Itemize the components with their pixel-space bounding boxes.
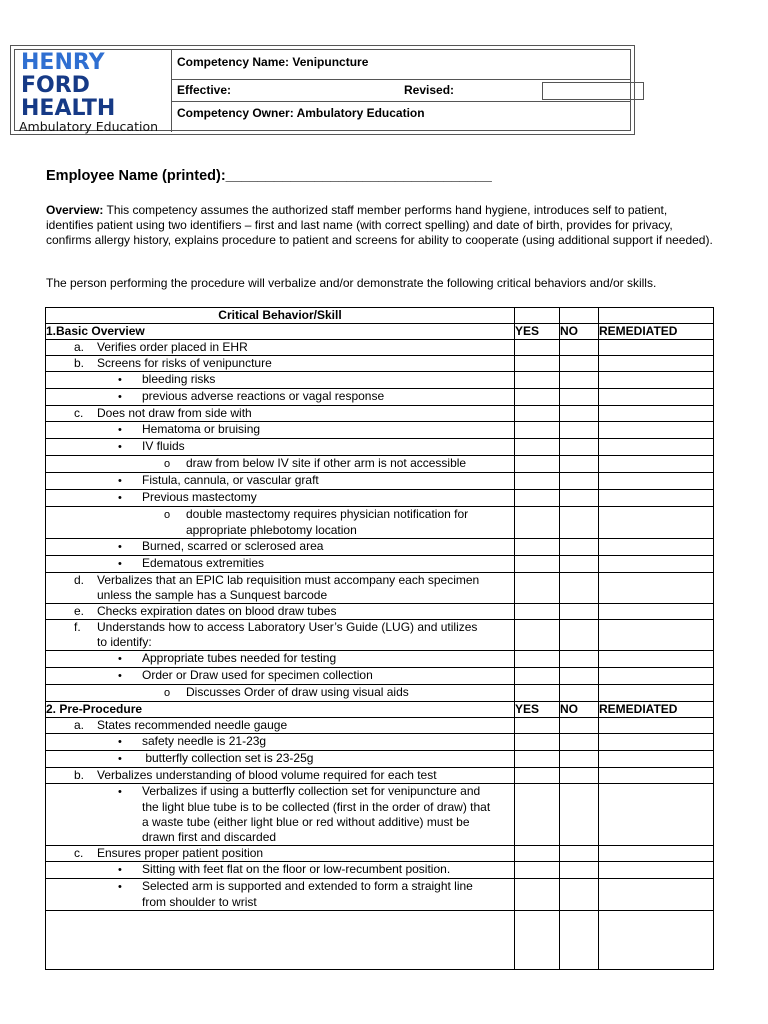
remediated-checkbox-cell[interactable] — [599, 768, 714, 784]
checklist-row — [46, 406, 714, 422]
list-marker: e. — [74, 604, 85, 618]
checklist-row — [46, 372, 714, 389]
checklist-item — [46, 784, 515, 846]
blank-filler-row — [46, 911, 714, 970]
remediated-checkbox-cell[interactable] — [599, 620, 714, 651]
blank-checkbox-cell[interactable] — [599, 911, 714, 970]
remediated-column-header: REMEDIATED — [599, 702, 714, 718]
checklist-item — [46, 406, 515, 422]
section-header-row — [46, 702, 714, 718]
list-marker: a. — [74, 718, 85, 732]
checklist-text: Verifies order placed in EHR — [97, 340, 248, 354]
yes-checkbox-cell[interactable] — [515, 846, 560, 862]
empty-header-cell — [599, 308, 714, 324]
yes-checkbox-cell[interactable] — [515, 751, 560, 768]
checklist-line — [46, 556, 514, 572]
logo-line-3: HEALTH — [21, 96, 116, 121]
checklist-row — [46, 620, 714, 651]
checklist-line — [46, 389, 514, 405]
section-title: 2. Pre-Procedure — [46, 702, 515, 718]
checklist-line — [46, 862, 514, 878]
checklist-text: Sitting with feet flat on the floor or low-recumbent position. — [142, 862, 451, 876]
yes-checkbox-cell[interactable] — [515, 734, 560, 751]
list-marker: f. — [74, 620, 81, 634]
employee-name-label: Employee Name (printed):_________________________________ — [46, 168, 492, 184]
henry-ford-health-logo — [15, 50, 172, 132]
list-marker: • — [118, 475, 122, 487]
checklist-text: appropriate phlebotomy location — [186, 523, 357, 537]
list-marker: • — [118, 864, 122, 876]
checklist-text: Verbalizes that an EPIC lab requisition must accompany each specimen — [97, 573, 480, 587]
checklist-text: to identify: — [97, 635, 152, 649]
no-checkbox-cell[interactable] — [560, 422, 599, 439]
checklist-line — [46, 620, 514, 635]
checklist-line — [46, 685, 514, 701]
logo-subtitle: Ambulatory Education — [19, 119, 159, 134]
checklist-line — [46, 784, 514, 800]
checklist-row — [46, 439, 714, 456]
checklist-text: Screens for risks of venipuncture — [97, 356, 272, 370]
remediated-checkbox-cell[interactable] — [599, 372, 714, 389]
checklist-line — [46, 588, 514, 603]
checklist-line — [46, 800, 514, 815]
checklist-line — [46, 734, 514, 750]
checklist-item — [46, 846, 515, 862]
no-column-header: NO — [560, 702, 599, 718]
blank-filler-cell — [46, 911, 515, 970]
intro-paragraph: The person performing the procedure will verbalize and/or demonstrate the following critical behaviors and/or skills. — [46, 276, 657, 290]
remediated-checkbox-cell[interactable] — [599, 846, 714, 862]
checklist-row — [46, 473, 714, 490]
checklist-text: Selected arm is supported and extended to form a straight line — [142, 879, 473, 893]
checklist-text: Fistula, cannula, or vascular graft — [142, 473, 319, 487]
checklist-text: bleeding risks — [142, 372, 216, 386]
effective-revised-row — [172, 80, 630, 102]
yes-checkbox-cell[interactable] — [515, 718, 560, 734]
no-checkbox-cell[interactable] — [560, 620, 599, 651]
checklist-row — [46, 507, 714, 539]
checklist-row — [46, 556, 714, 573]
checklist-item — [46, 718, 515, 734]
overview-paragraph — [46, 203, 716, 248]
checklist-text: Hematoma or bruising — [142, 422, 261, 436]
checklist-line — [46, 523, 514, 538]
remediated-checkbox-cell[interactable] — [599, 340, 714, 356]
checklist-row — [46, 389, 714, 406]
checklist-text: safety needle is 21-23g — [142, 734, 267, 748]
list-marker: a. — [74, 340, 85, 354]
checklist-text: Previous mastectomy — [142, 490, 257, 504]
checklist-line — [46, 439, 514, 455]
logo-line-2: FORD — [21, 73, 90, 98]
checklist-row — [46, 668, 714, 685]
list-marker: • — [118, 424, 122, 436]
no-checkbox-cell[interactable] — [560, 340, 599, 356]
checklist-row — [46, 846, 714, 862]
yes-checkbox-cell[interactable] — [515, 340, 560, 356]
table-title-row — [46, 308, 714, 324]
checklist-text: Burned, scarred or sclerosed area — [142, 539, 324, 553]
list-marker: • — [118, 736, 122, 748]
yes-checkbox-cell[interactable] — [515, 556, 560, 573]
checklist-item — [46, 556, 515, 573]
list-marker: o — [164, 458, 171, 470]
no-checkbox-cell[interactable] — [560, 651, 599, 668]
no-checkbox-cell[interactable] — [560, 768, 599, 784]
checklist-line — [46, 651, 514, 667]
no-checkbox-cell[interactable] — [560, 456, 599, 473]
section-title: 1.Basic Overview — [46, 324, 515, 340]
checklist-item — [46, 573, 515, 604]
remediated-checkbox-cell[interactable] — [599, 604, 714, 620]
checklist-text: drawn first and discarded — [142, 830, 277, 844]
competency-header-inner — [14, 49, 631, 134]
yes-checkbox-cell[interactable] — [515, 422, 560, 439]
remediated-checkbox-cell[interactable] — [599, 422, 714, 439]
yes-checkbox-cell[interactable] — [515, 389, 560, 406]
list-marker: • — [118, 441, 122, 453]
checklist-item — [46, 372, 515, 389]
yes-checkbox-cell[interactable] — [515, 879, 560, 911]
checklist-item — [46, 685, 515, 702]
list-marker: • — [118, 786, 122, 798]
checklist-row — [46, 356, 714, 372]
revised-date-field[interactable] — [542, 82, 644, 100]
checklist-row — [46, 539, 714, 556]
checklist-line — [46, 490, 514, 506]
checklist-text: Discusses Order of draw using visual aids — [186, 685, 409, 699]
remediated-checkbox-cell[interactable] — [599, 356, 714, 372]
checklist-line — [46, 422, 514, 438]
checklist-text: IV fluids — [142, 439, 185, 453]
remediated-checkbox-cell[interactable] — [599, 718, 714, 734]
checklist-line — [46, 635, 514, 650]
checklist-item — [46, 620, 515, 651]
checklist-line — [46, 879, 514, 895]
checklist-row — [46, 685, 714, 702]
blank-checkbox-cell[interactable] — [560, 911, 599, 970]
no-checkbox-cell[interactable] — [560, 879, 599, 911]
yes-checkbox-cell[interactable] — [515, 768, 560, 784]
remediated-checkbox-cell[interactable] — [599, 556, 714, 573]
checklist-row — [46, 784, 714, 846]
checklist-text: unless the sample has a Sunquest barcode — [97, 588, 328, 602]
checklist-row — [46, 456, 714, 473]
checklist-item — [46, 651, 515, 668]
overview-text: This competency assumes the authorized staff member performs hand hygiene, introduces self to patient, identifies patient using two identifiers – first and last name (with correct spelling) and date of birth, provides for privacy, confirms allergy history, explains procedure to patient and screens for ability to cooperate (using additional support if needed). — [46, 203, 713, 247]
no-checkbox-cell[interactable] — [560, 372, 599, 389]
checklist-item — [46, 389, 515, 406]
checklist-text: a waste tube (either light blue or red without additive) must be — [142, 815, 470, 829]
checklist-line — [46, 668, 514, 684]
revised-label: Revised: — [404, 83, 455, 97]
no-checkbox-cell[interactable] — [560, 490, 599, 507]
competency-owner: Competency Owner: Ambulatory Education — [177, 106, 425, 120]
checklist-item — [46, 539, 515, 556]
checklist-line — [46, 830, 514, 845]
competency-name: Competency Name: Venipuncture — [172, 50, 630, 80]
no-checkbox-cell[interactable] — [560, 473, 599, 490]
list-marker: o — [164, 509, 171, 521]
remediated-checkbox-cell[interactable] — [599, 473, 714, 490]
list-marker: • — [118, 653, 122, 665]
checklist-text: double mastectomy requires physician notification for — [186, 507, 469, 521]
yes-checkbox-cell[interactable] — [515, 539, 560, 556]
list-marker: d. — [74, 573, 85, 587]
no-checkbox-cell[interactable] — [560, 573, 599, 604]
no-column-header: NO — [560, 324, 599, 340]
checklist-item — [46, 456, 515, 473]
checklist-item — [46, 340, 515, 356]
table-title: Critical Behavior/Skill — [46, 308, 515, 324]
competency-header — [10, 45, 635, 135]
checklist-text: Verbalizes if using a butterfly collection set for venipuncture and — [142, 784, 481, 798]
yes-checkbox-cell[interactable] — [515, 784, 560, 846]
remediated-checkbox-cell[interactable] — [599, 651, 714, 668]
checklist-item — [46, 879, 515, 911]
remediated-checkbox-cell[interactable] — [599, 668, 714, 685]
remediated-checkbox-cell[interactable] — [599, 879, 714, 911]
yes-checkbox-cell[interactable] — [515, 439, 560, 456]
yes-column-header: YES — [515, 324, 560, 340]
no-checkbox-cell[interactable] — [560, 389, 599, 406]
checklist-line — [46, 573, 514, 588]
checklist-row — [46, 422, 714, 439]
checklist-line — [46, 539, 514, 555]
empty-header-cell — [560, 308, 599, 324]
list-marker: • — [118, 391, 122, 403]
checklist-item — [46, 422, 515, 439]
yes-checkbox-cell[interactable] — [515, 668, 560, 685]
remediated-checkbox-cell[interactable] — [599, 439, 714, 456]
checklist-item — [46, 862, 515, 879]
list-marker: • — [118, 558, 122, 570]
checklist-text: Does not draw from side with — [97, 406, 252, 420]
checklist-text: Checks expiration dates on blood draw tubes — [97, 604, 337, 618]
checklist-text: butterfly collection set is 23-25g — [142, 751, 314, 765]
checklist-line — [46, 895, 514, 910]
remediated-checkbox-cell[interactable] — [599, 507, 714, 539]
yes-column-header: YES — [515, 702, 560, 718]
checklist-item — [46, 439, 515, 456]
checklist-line — [46, 751, 514, 767]
no-checkbox-cell[interactable] — [560, 718, 599, 734]
checklist-row — [46, 604, 714, 620]
checklist-item — [46, 490, 515, 507]
checklist-line — [46, 356, 514, 371]
remediated-column-header: REMEDIATED — [599, 324, 714, 340]
checklist-text: from shoulder to wrist — [142, 895, 257, 909]
checklist-text: States recommended needle gauge — [97, 718, 288, 732]
section-header-row — [46, 324, 714, 340]
checklist-row — [46, 751, 714, 768]
checklist-item — [46, 734, 515, 751]
yes-checkbox-cell[interactable] — [515, 406, 560, 422]
no-checkbox-cell[interactable] — [560, 439, 599, 456]
logo-line-1: HENRY — [21, 50, 105, 75]
remediated-checkbox-cell[interactable] — [599, 734, 714, 751]
effective-label: Effective: — [177, 83, 232, 97]
checklist-item — [46, 668, 515, 685]
yes-checkbox-cell[interactable] — [515, 620, 560, 651]
checklist-line — [46, 846, 514, 861]
checklist-row — [46, 651, 714, 668]
checklist-row — [46, 340, 714, 356]
checklist-text: Order or Draw used for specimen collection — [142, 668, 373, 682]
critical-behavior-table — [45, 307, 714, 970]
remediated-checkbox-cell[interactable] — [599, 573, 714, 604]
yes-checkbox-cell[interactable] — [515, 356, 560, 372]
checklist-row — [46, 862, 714, 879]
remediated-checkbox-cell[interactable] — [599, 539, 714, 556]
yes-checkbox-cell[interactable] — [515, 685, 560, 702]
yes-checkbox-cell[interactable] — [515, 573, 560, 604]
checklist-item — [46, 507, 515, 539]
no-checkbox-cell[interactable] — [560, 751, 599, 768]
list-marker: o — [164, 687, 171, 699]
yes-checkbox-cell[interactable] — [515, 490, 560, 507]
no-checkbox-cell[interactable] — [560, 539, 599, 556]
no-checkbox-cell[interactable] — [560, 734, 599, 751]
list-marker: c. — [74, 846, 84, 860]
list-marker: b. — [74, 356, 85, 370]
list-marker: • — [118, 492, 122, 504]
checklist-item — [46, 768, 515, 784]
no-checkbox-cell[interactable] — [560, 507, 599, 539]
remediated-checkbox-cell[interactable] — [599, 784, 714, 846]
blank-checkbox-cell[interactable] — [515, 911, 560, 970]
checklist-line — [46, 768, 514, 783]
remediated-checkbox-cell[interactable] — [599, 862, 714, 879]
checklist-text: Edematous extremities — [142, 556, 265, 570]
remediated-checkbox-cell[interactable] — [599, 751, 714, 768]
list-marker: b. — [74, 768, 85, 782]
list-marker: • — [118, 881, 122, 893]
empty-header-cell — [515, 308, 560, 324]
yes-checkbox-cell[interactable] — [515, 473, 560, 490]
checklist-text: previous adverse reactions or vagal response — [142, 389, 385, 403]
no-checkbox-cell[interactable] — [560, 862, 599, 879]
checklist-text: Understands how to access Laboratory User’s Guide (LUG) and utilizes — [97, 620, 478, 634]
no-checkbox-cell[interactable] — [560, 556, 599, 573]
checklist-line — [46, 406, 514, 421]
list-marker: • — [118, 374, 122, 386]
no-checkbox-cell[interactable] — [560, 668, 599, 685]
checklist-row — [46, 734, 714, 751]
checklist-row — [46, 718, 714, 734]
list-marker: c. — [74, 406, 84, 420]
checklist-line — [46, 718, 514, 733]
checklist-line — [46, 604, 514, 619]
checklist-line — [46, 507, 514, 523]
checklist-item — [46, 604, 515, 620]
checklist-line — [46, 340, 514, 355]
no-checkbox-cell[interactable] — [560, 685, 599, 702]
no-checkbox-cell[interactable] — [560, 846, 599, 862]
no-checkbox-cell[interactable] — [560, 356, 599, 372]
remediated-checkbox-cell[interactable] — [599, 389, 714, 406]
checklist-line — [46, 456, 514, 472]
yes-checkbox-cell[interactable] — [515, 507, 560, 539]
yes-checkbox-cell[interactable] — [515, 456, 560, 473]
checklist-line — [46, 372, 514, 388]
yes-checkbox-cell[interactable] — [515, 651, 560, 668]
list-marker: • — [118, 541, 122, 553]
list-marker: • — [118, 670, 122, 682]
checklist-text: Verbalizes understanding of blood volume required for each test — [97, 768, 437, 782]
checklist-text: Ensures proper patient position — [97, 846, 264, 860]
checklist-text: Appropriate tubes needed for testing — [142, 651, 337, 665]
checklist-line — [46, 815, 514, 830]
yes-checkbox-cell[interactable] — [515, 862, 560, 879]
checklist-row — [46, 768, 714, 784]
checklist-line — [46, 473, 514, 489]
yes-checkbox-cell[interactable] — [515, 604, 560, 620]
list-marker: • — [118, 753, 122, 765]
checklist-row — [46, 879, 714, 911]
no-checkbox-cell[interactable] — [560, 604, 599, 620]
no-checkbox-cell[interactable] — [560, 784, 599, 846]
remediated-checkbox-cell[interactable] — [599, 456, 714, 473]
remediated-checkbox-cell[interactable] — [599, 490, 714, 507]
checklist-text: the light blue tube is to be collected (first in the order of draw) that — [142, 800, 491, 814]
remediated-checkbox-cell[interactable] — [599, 406, 714, 422]
no-checkbox-cell[interactable] — [560, 406, 599, 422]
checklist-row — [46, 490, 714, 507]
checklist-item — [46, 751, 515, 768]
yes-checkbox-cell[interactable] — [515, 372, 560, 389]
table-body — [46, 308, 714, 970]
overview-label: Overview: — [46, 203, 104, 217]
checklist-item — [46, 356, 515, 372]
checklist-item — [46, 473, 515, 490]
remediated-checkbox-cell[interactable] — [599, 685, 714, 702]
checklist-row — [46, 573, 714, 604]
checklist-text: draw from below IV site if other arm is not accessible — [186, 456, 467, 470]
